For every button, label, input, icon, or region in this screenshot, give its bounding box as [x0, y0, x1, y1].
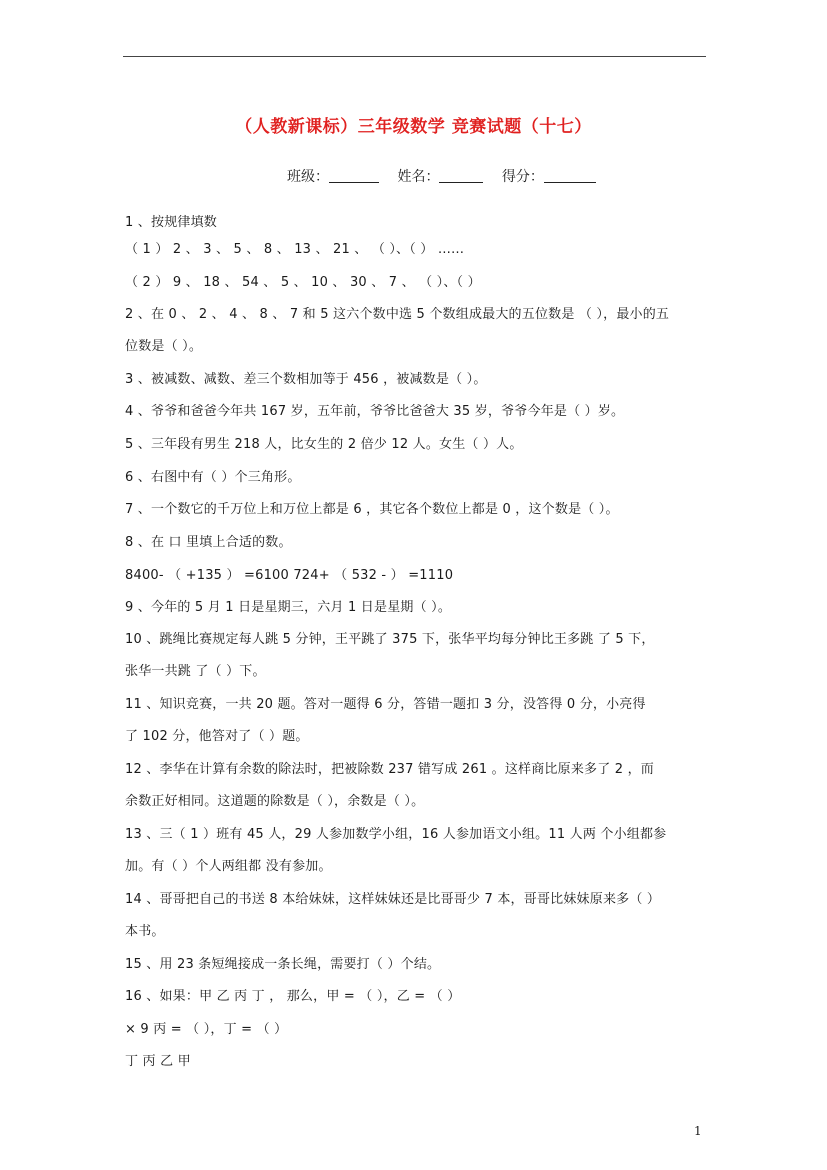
class-label: 班级：	[287, 169, 329, 185]
question-line: 9 、今年的 5 月 1 日是星期三，六月 1 日是星期（ ）。	[125, 600, 452, 615]
question-line: 位数是（ ）。	[125, 339, 203, 354]
page-number: 1	[694, 1124, 702, 1138]
question-line: 15 、用 23 条短绳接成一条长绳，需要打（ ）个结。	[125, 957, 441, 972]
question-line: 1 、按规律填数	[125, 215, 218, 230]
class-blank[interactable]	[329, 168, 379, 183]
question-line: 了 102 分，他答对了（ ）题。	[125, 729, 309, 744]
question-line: 16 、如果：甲 乙 丙 丁 ， 那么，甲 = （ ），乙 = （ ）	[125, 989, 461, 1004]
question-line: 2 、在 0 、 2 、 4 、 8 、 7 和 5 这六个数中选 5 个数组成最大的五位数是 （ ），最小的五	[125, 307, 670, 322]
question-line: 5 、三年段有男生 218 人，比女生的 2 倍少 12 人。女生（ ）人。	[125, 437, 523, 452]
question-line: 3 、被减数、减数、差三个数相加等于 456 ，被减数是（ ）。	[125, 372, 487, 387]
question-line: 7 、一个数它的千万位上和万位上都是 6 ，其它各个数位上都是 0 ，这个数是（ ）。	[125, 502, 619, 517]
question-line: 4 、爷爷和爸爸今年共 167 岁，五年前，爷爷比爸爸大 35 岁，爷爷今年是（ ）岁。	[125, 404, 625, 419]
question-line: 6 、右图中有（ ）个三角形。	[125, 470, 301, 485]
question-line: × 9 丙 = （ ），丁 = （ ）	[125, 1022, 288, 1037]
name-blank[interactable]	[439, 168, 483, 183]
question-line: （ 1 ） 2 、 3 、 5 、 8 、 13 、 21 、 （ ）、（ ） ……	[125, 242, 465, 257]
question-line: 加。有（ ）个人两组都 没有参加。	[125, 859, 332, 874]
question-line: 张华一共跳 了（ ）下。	[125, 664, 266, 679]
score-blank[interactable]	[544, 168, 596, 183]
page-title: （人教新课标）三年级数学 竞赛试题（十七）	[235, 117, 592, 137]
question-line: 余数正好相同。这道题的除数是（ ），余数是（ ）。	[125, 794, 425, 809]
question-line: 11 、知识竞赛，一共 20 题。答对一题得 6 分，答错一题扣 3 分，没答得 0 分，小亮得	[125, 697, 646, 712]
score-label: 得分：	[501, 169, 544, 185]
header-rule	[123, 56, 706, 57]
question-line: 12 、李华在计算有余数的除法时，把被除数 237 错写成 261 。这样商比原来多了 2 ，而	[125, 762, 654, 777]
question-line: （ 2 ） 9 、 18 、 54 、 5 、 10 、 30 、 7 、 （ ）、（ ）	[125, 275, 481, 290]
question-line: 丁 丙 乙 甲	[125, 1054, 191, 1069]
question-line: 13 、三（ 1 ）班有 45 人，29 人参加数学小组，16 人参加语文小组。11 人两 个小组都参	[125, 827, 667, 842]
name-label: 姓名：	[397, 169, 440, 185]
question-line: 8400- （ +135 ） =6100 724+ （ 532 - ） =1110	[125, 568, 454, 583]
question-line: 10 、跳绳比赛规定每人跳 5 分钟，王平跳了 375 下，张华平均每分钟比王多跳 了 5 下，	[125, 632, 655, 647]
question-line: 本书。	[125, 924, 165, 939]
student-info-row	[287, 166, 596, 186]
question-line: 14 、哥哥把自己的书送 8 本给妹妹，这样妹妹还是比哥哥少 7 本，哥哥比妹妹原来多（ ）	[125, 892, 661, 907]
question-line: 8 、在 口 里填上合适的数。	[125, 535, 292, 550]
